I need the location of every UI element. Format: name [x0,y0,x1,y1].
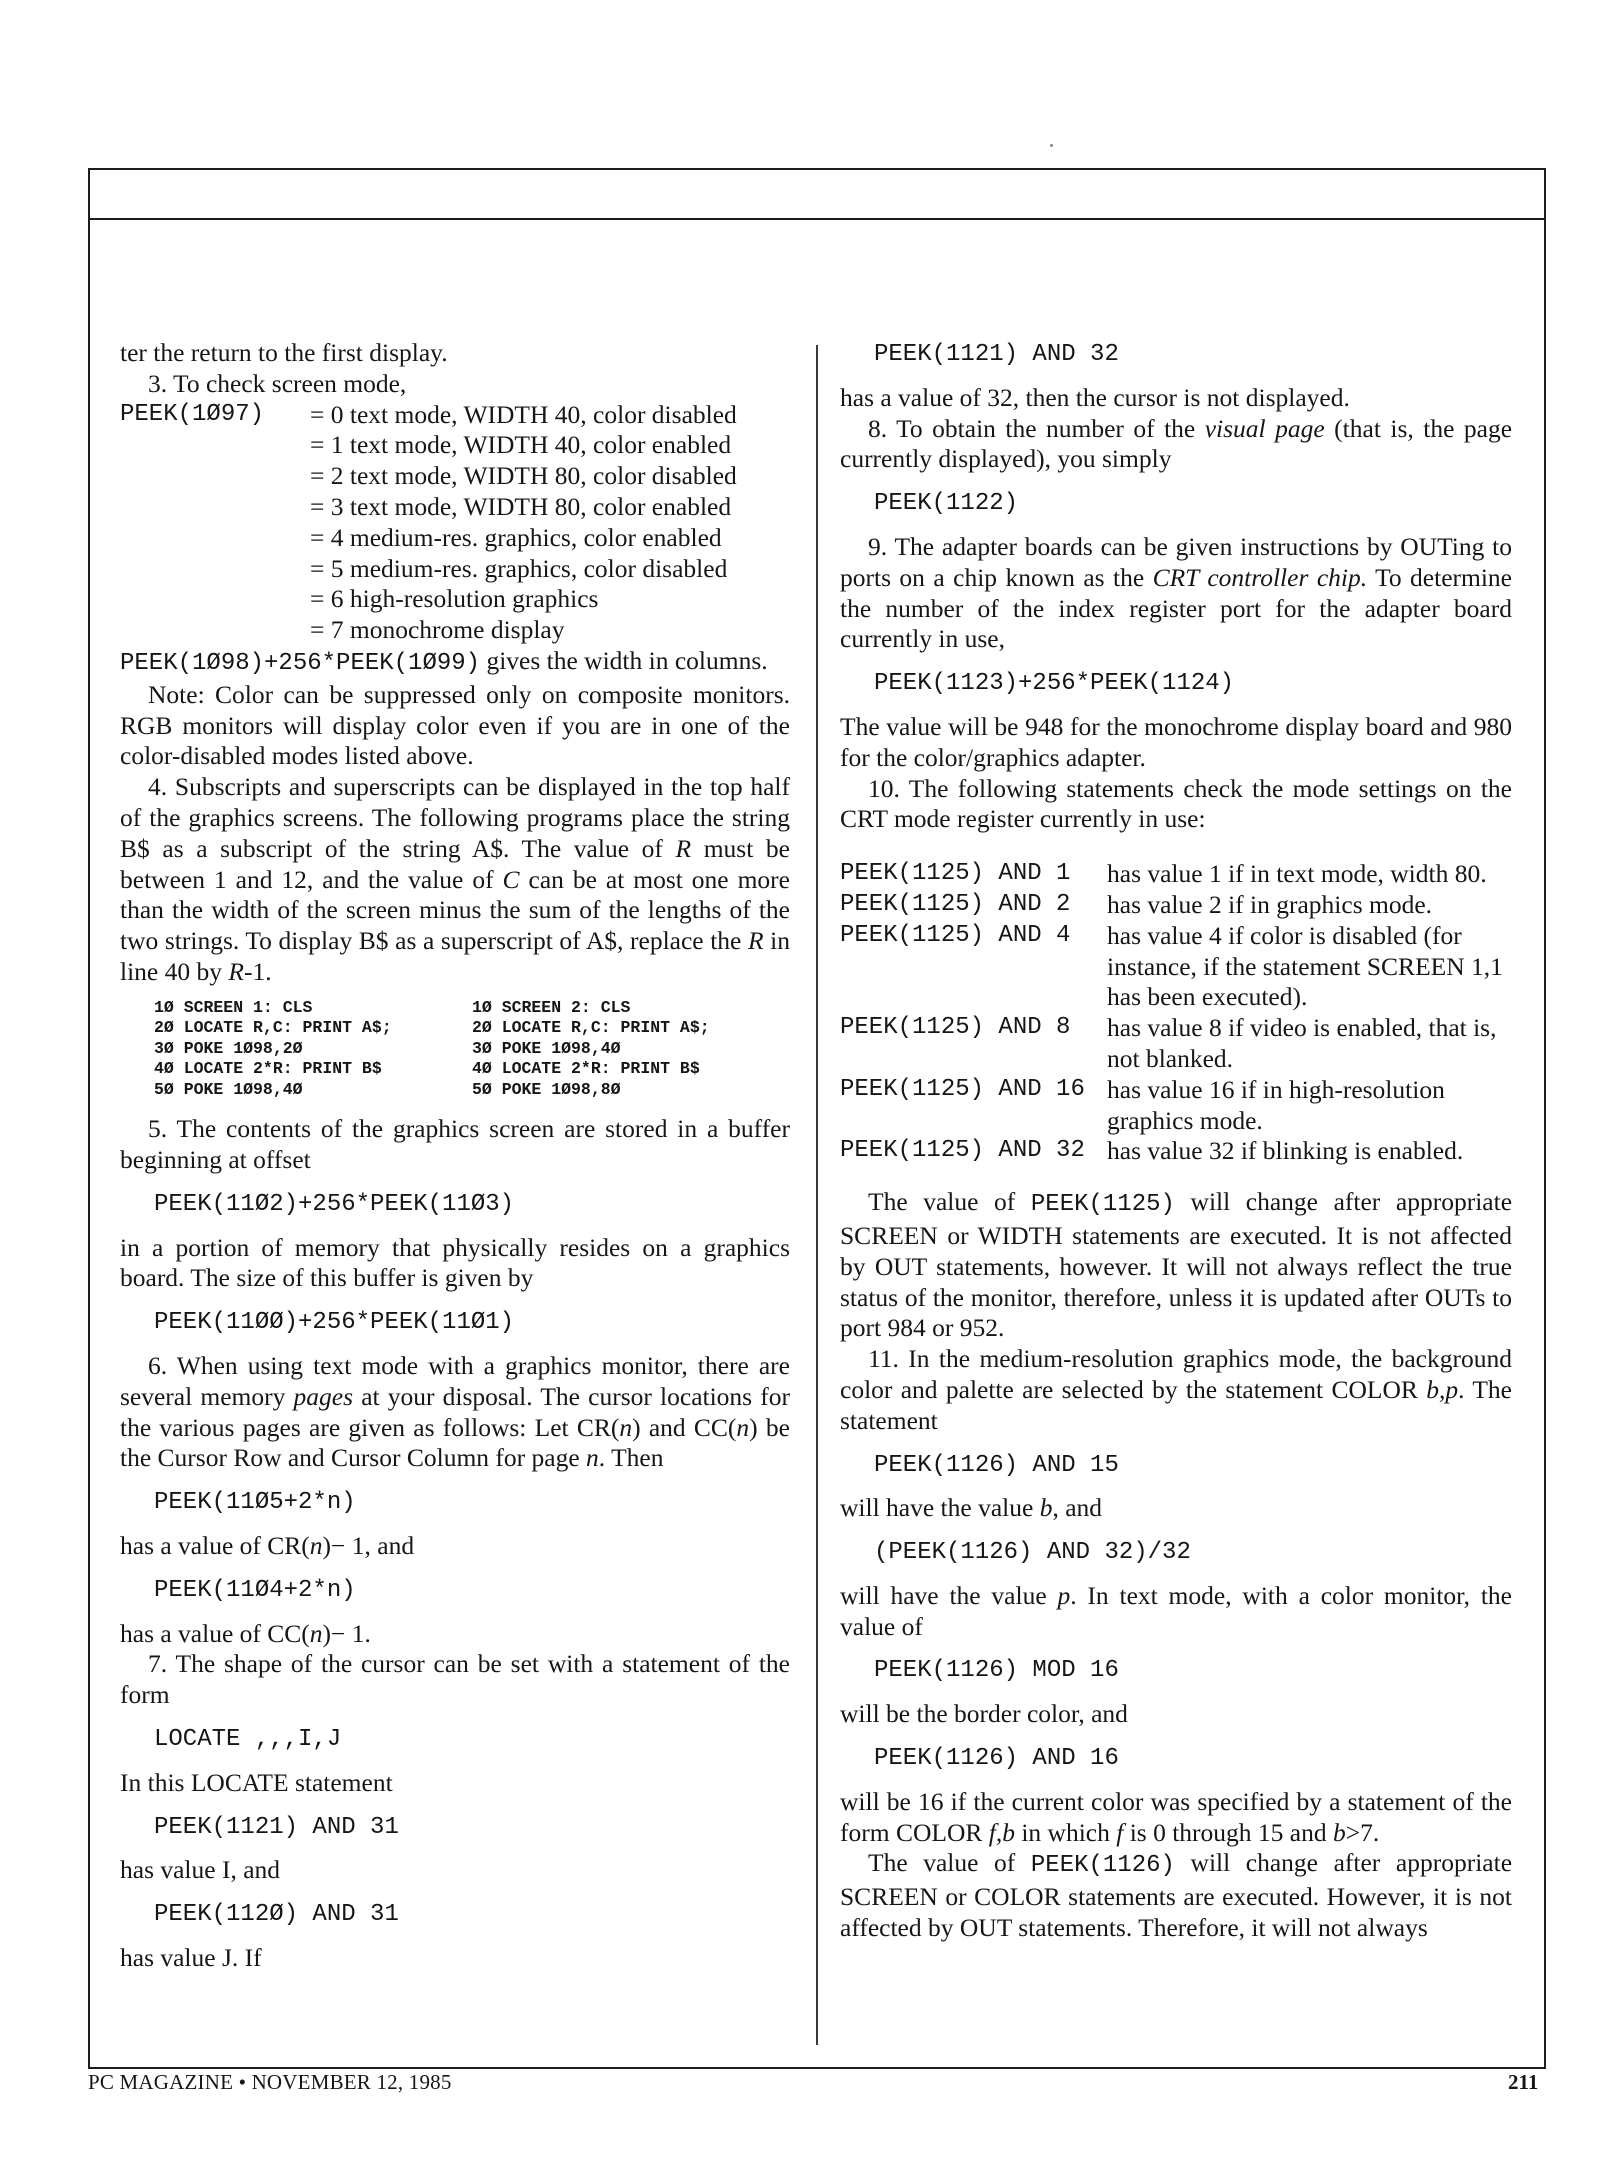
item-5-paragraph: 5. The contents of the graphics screen are stored in a buffer beginning at offset [120,1114,790,1175]
peek-code: PEEK(1125) AND 8 [840,1014,1071,1042]
mode-peek-code: PEEK(1Ø97) [120,400,265,428]
mode-row: = 0 text mode, WIDTH 40, color disabled [310,399,737,429]
code-peek-1126-16: PEEK(1126) AND 16 [874,1745,1119,1773]
peek-1125-paragraph: The value of PEEK(1125) will change after appropriate SCREEN or WIDTH statements are executed. It is not affected by OUT statements, however. It will not always reflect the true status of the monitor, therefore, unless it is updated after OUTs to port 984 or 952. [840,1187,1513,1343]
code-peek-1121-32: PEEK(1121) AND 32 [874,341,1119,368]
basic-programs [154,998,790,1101]
cursor-row-text: has a value of CR(n)− 1, and [120,1531,415,1560]
code-peek-1126-15: PEEK(1126) AND 15 [874,1451,1119,1479]
buffer-paragraph: in a portion of memory that physically resides on a graphics board. The size of this buffer is given by [120,1232,790,1293]
program-line: 2Ø LOCATE R,C: PRINT A$; [154,1018,392,1038]
code-locate: LOCATE ,,,I,J [154,1725,342,1753]
paragraph-continuation: ter the return to the first display. [120,338,448,367]
code-index-register: PEEK(1123)+256*PEEK(1124) [874,670,1235,698]
column-divider [816,345,818,2045]
width-paragraph: PEEK(1Ø98)+256*PEEK(1Ø99) gives the width in columns. [120,645,768,677]
program-line: 1Ø SCREEN 2: CLS [472,997,631,1017]
right-column [840,338,1512,1944]
cursor-hidden-text: has a value of 32, then the cursor is not displayed. [840,382,1350,412]
mode-row: = 6 high-resolution graphics [310,584,599,614]
item-7-paragraph: 7. The shape of the cursor can be set with a statement of the form [120,1649,790,1710]
program-line: 4Ø LOCATE 2*R: PRINT B$ [154,1059,382,1079]
value-i-text: has value I, and [120,1855,281,1885]
page-number: 211 [1508,2070,1539,2094]
stray-speck [1050,144,1053,147]
peek-code: PEEK(1125) AND 4 [840,921,1071,949]
item-3-intro: 3. To check screen mode, [148,368,407,398]
peek-desc: has value 8 if video is enabled, that is, not blanked. [1107,1013,1497,1073]
mode-row: = 2 text mode, WIDTH 80, color disabled [310,461,737,491]
code-peek-1126-32: (PEEK(1126) AND 32)/32 [874,1539,1191,1567]
peek-code: PEEK(1125) AND 1 [840,860,1071,888]
item-10-paragraph: 10. The following statements check the mode settings on the CRT mode register currently in use: [840,773,1512,834]
peek-desc: has value 2 if in graphics mode. [1107,889,1433,919]
screen-mode-table [120,400,790,646]
code-peek-1126-mod: PEEK(1126) MOD 16 [874,1657,1119,1685]
peek-code: PEEK(1125) AND 2 [840,890,1071,918]
code-buffer-size: PEEK(11ØØ)+256*PEEK(11Ø1) [154,1309,515,1337]
program-line: 3Ø POKE 1Ø98,2Ø [154,1038,303,1058]
note-paragraph: Note: Color can be suppressed only on composite monitors. RGB monitors will display color even if you are in one of the color-disabled modes listed above. [120,679,790,771]
item-11-paragraph: 11. In the medium-resolution graphics mode, the background color and palette are selected by the statement COLOR b,p. The statement [840,1344,1512,1435]
footer-publication: PC MAGAZINE • NOVEMBER 12, 1985 [88,2070,452,2094]
border-color-text: will be the border color, and [840,1699,1128,1729]
value-j-text: has value J. If [120,1942,262,1972]
program-line: 2Ø LOCATE R,C: PRINT A$; [472,1018,710,1038]
frame-header-rule [88,218,1546,220]
peek-desc: has value 4 if color is disabled (for instance, if the statement SCREEN 1,1 has been executed). [1107,920,1503,1012]
value-948-paragraph: The value will be 948 for the monochrome display board and 980 for the color/graphics adapter. [840,711,1512,772]
mode-row: = 1 text mode, WIDTH 40, color enabled [310,430,732,460]
item-6-paragraph: 6. When using text mode with a graphics monitor, there are several memory pages at your disposal. The cursor locations for the various pages are given as follows: Let CR(n) and CC(n) be the Cursor Row and Cursor Column for page n. Then [120,1351,791,1473]
peek-code: PEEK(1125) AND 16 [840,1075,1085,1103]
value-b-text: will have the value b, and [840,1493,1103,1523]
program-line: 5Ø POKE 1Ø98,8Ø [472,1079,621,1099]
mode-row: = 5 medium-res. graphics, color disabled [310,553,728,583]
peek-code: PEEK(1125) AND 32 [840,1137,1085,1165]
program-line: 1Ø SCREEN 1: CLS [154,997,313,1017]
crt-mode-table [840,859,1512,1167]
program-line: 4Ø LOCATE 2*R: PRINT B$ [472,1059,700,1079]
item-9-paragraph: 9. The adapter boards can be given instructions by OUTing to ports on a chip known as the CRT controller chip. To determine the number of the index register port for the adapter board currently in use, [840,531,1513,654]
code-cursor-row: PEEK(11Ø5+2*n) [154,1489,356,1517]
value-16-text: will be 16 if the current color was specified by a statement of the form COLOR f,b in which f is 0 through 15 and b>7. [840,1786,1512,1847]
mode-row: = 4 medium-res. graphics, color enabled [310,522,722,552]
mode-row: = 3 text mode, WIDTH 80, color enabled [310,491,732,521]
cursor-column-text: has a value of CC(n)− 1. [120,1618,371,1648]
code-peek-1121: PEEK(1121) AND 31 [154,1813,399,1841]
locate-text: In this LOCATE statement [120,1767,393,1797]
program-line: 5Ø POKE 1Ø98,4Ø [154,1079,303,1099]
code-peek-1122: PEEK(1122) [874,490,1019,518]
program-line: 3Ø POKE 1Ø98,4Ø [472,1038,621,1058]
code-cursor-column: PEEK(11Ø4+2*n) [154,1576,356,1604]
value-p-text: will have the value p. In text mode, with a color monitor, the value of [840,1580,1512,1641]
item-8-paragraph: 8. To obtain the number of the visual page (that is, the page currently displayed), you simply [840,413,1513,474]
left-column [120,338,790,1974]
peek-1126-paragraph: The value of PEEK(1126) will change after appropriate SCREEN or COLOR statements are executed. However, it is not affected by OUT statements. Therefore, it will not always [840,1848,1513,1943]
peek-desc: has value 16 if in high-resolution graphics mode. [1107,1074,1445,1135]
code-buffer-offset: PEEK(11Ø2)+256*PEEK(11Ø3) [154,1190,515,1218]
peek-desc: has value 1 if in text mode, width 80. [1107,859,1487,889]
mode-row: = 7 monochrome display [310,615,565,645]
peek-desc: has value 32 if blinking is enabled. [1107,1136,1464,1166]
code-peek-1120: PEEK(112Ø) AND 31 [154,1901,399,1929]
item-4-paragraph: 4. Subscripts and superscripts can be displayed in the top half of the graphics screens. The following programs place the string B$ as a subscript of the string A$. The value of R must be between 1 and 12, and the value of C can be at most one more than the width of the screen minus the sum of the lengths of the two strings. To display B$ as a superscript of A$, replace the R in line 40 by R-1. [120,772,791,986]
